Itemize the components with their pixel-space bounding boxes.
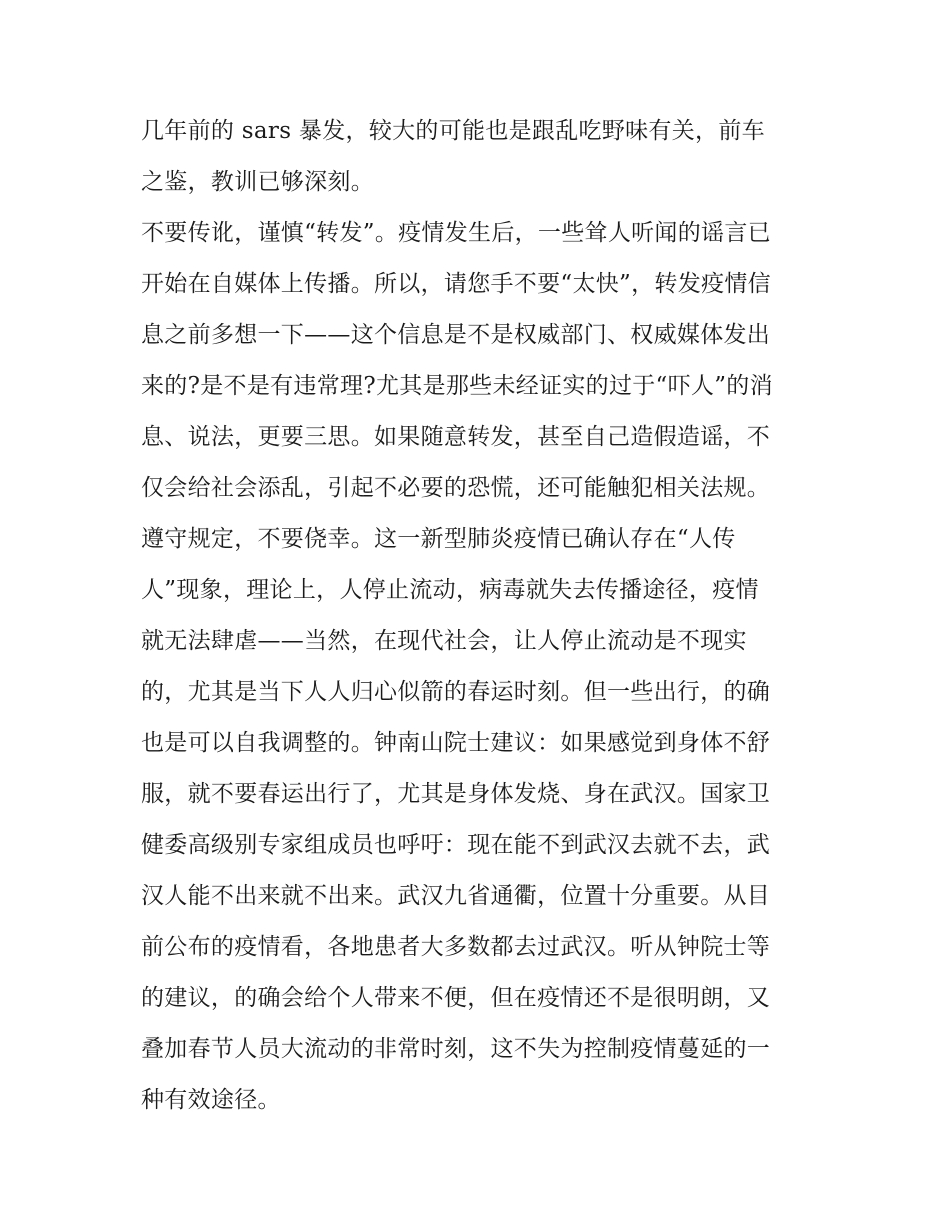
text-line: 前公布的疫情看，各地患者大多数都去过武汉。听从钟院士等 [141,934,771,960]
text-line: 不要传讹，谨慎“转发”。疫情发生后，一些耸人听闻的谣言已 [141,220,771,246]
text-line: 种有效途径。 [141,1087,281,1113]
text-line: 几年前的 sars 暴发，较大的可能也是跟乱吃野味有关，前车 [141,118,765,144]
text-line: 人”现象，理论上，人停止流动，病毒就失去传播途径，疫情 [141,577,759,603]
text-line: 来的?是不是有违常理?尤其是那些未经证实的过于“吓人”的消 [141,373,773,399]
text-line: 仅会给社会添乱，引起不必要的恐慌，还可能触犯相关法规。 [141,475,771,501]
text-line: 遵守规定，不要侥幸。这一新型肺炎疫情已确认存在“人传 [141,526,736,552]
text-line: 的，尤其是当下人人归心似箭的春运时刻。但一些出行，的确 [141,679,771,705]
text-line: 服，就不要春运出行了，尤其是身体发烧、身在武汉。国家卫 [141,781,771,807]
text-line: 的建议，的确会给个人带来不便，但在疫情还不是很明朗，又 [141,985,771,1011]
text-line: 也是可以自我调整的。钟南山院士建议：如果感觉到身体不舒 [141,730,771,756]
text-line: 健委高级别专家组成员也呼吁：现在能不到武汉去就不去，武 [141,832,771,858]
text-line: 叠加春节人员大流动的非常时刻，这不失为控制疫情蔓延的一 [141,1036,771,1062]
text-line: 就无法肆虐——当然，在现代社会，让人停止流动是不现实 [141,628,747,654]
text-line: 之鉴，教训已够深刻。 [141,169,374,195]
text-line: 开始在自媒体上传播。所以，请您手不要“太快”，转发疫情信 [141,271,771,297]
body-text [141,106,813,1126]
text-line: 息之前多想一下——这个信息是不是权威部门、权威媒体发出 [141,322,771,348]
text-line: 息、说法，更要三思。如果随意转发，甚至自己造假造谣，不 [141,424,771,450]
text-line: 汉人能不出来就不出来。武汉九省通衢，位置十分重要。从目 [141,883,771,909]
